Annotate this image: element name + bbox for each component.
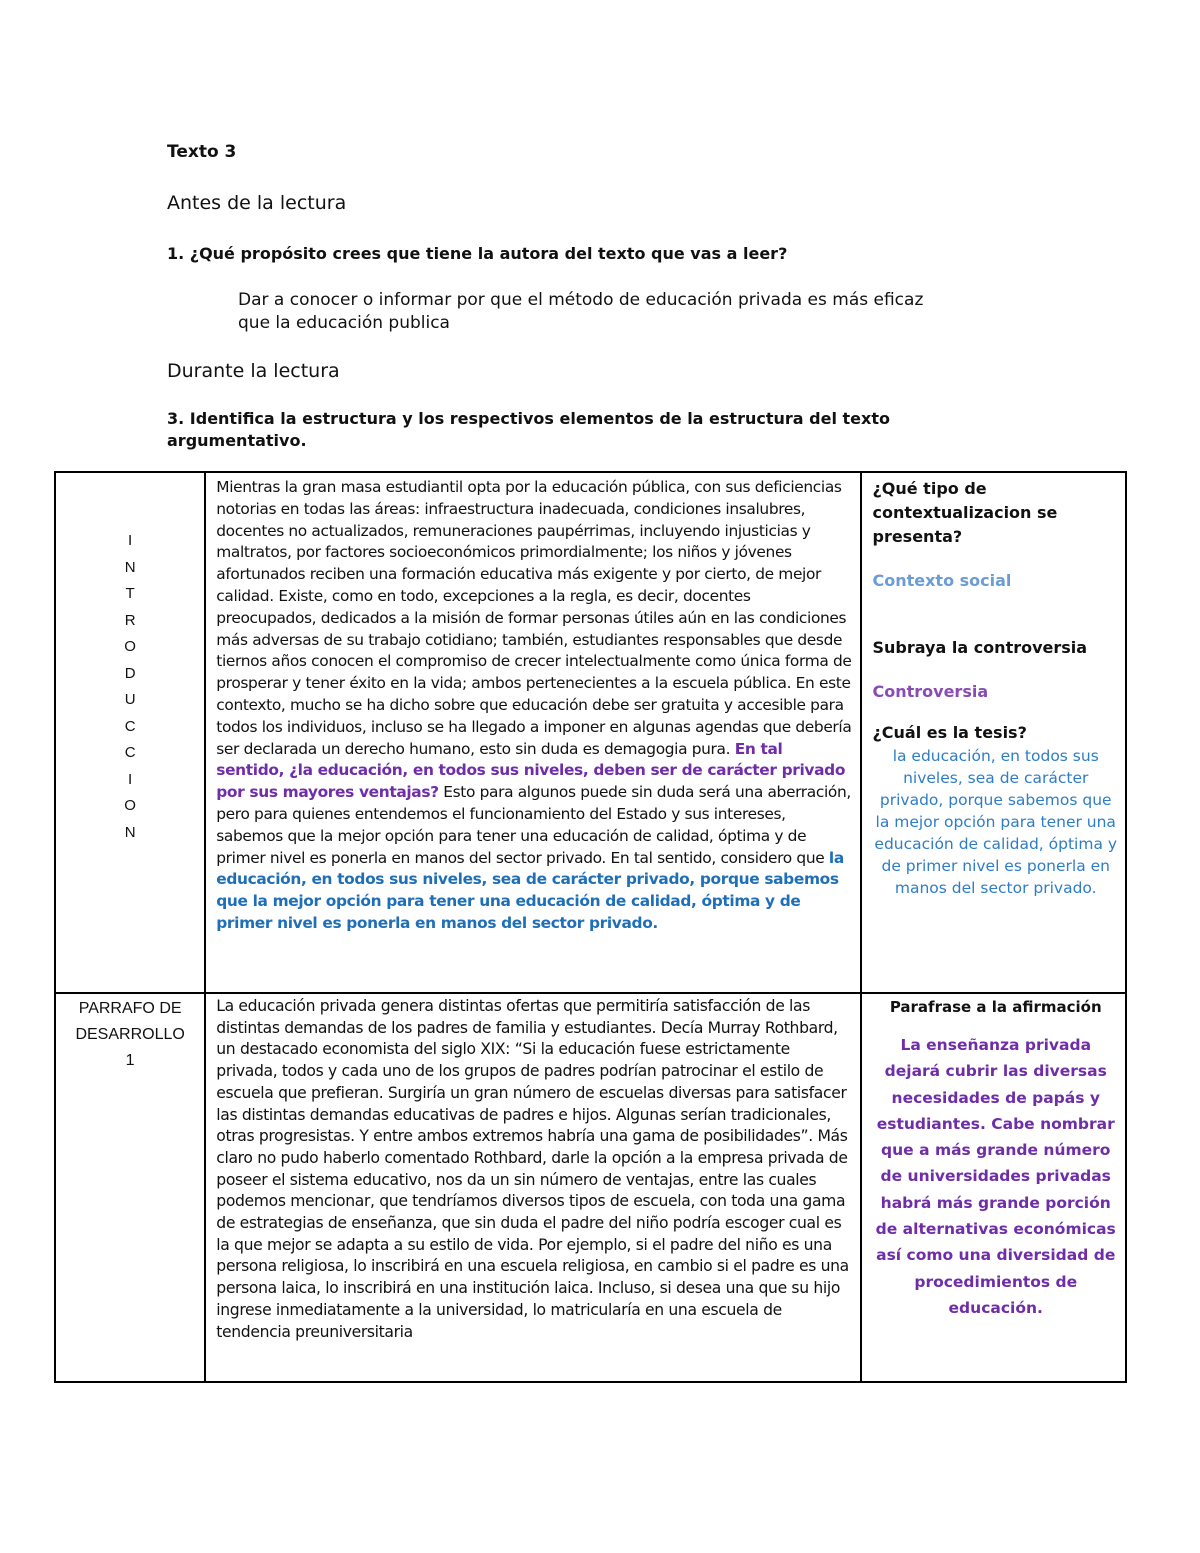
controversy-answer: Controversia [872,682,989,701]
answer-1 [238,289,1058,335]
label-letter: D [124,664,136,682]
dev1-label [56,994,204,1074]
question-3 [167,408,1067,452]
label-letter: N [124,558,136,576]
table-row-development-1 [55,993,1126,1382]
question-3-line-2: argumentativo. [167,431,307,450]
label-letter: C [124,717,136,735]
context-question: ¿Qué tipo de contextualizacion se presenta? [872,479,1058,546]
paraphrase-title: Parafrase a la afirmación [889,998,1102,1016]
dev1-side-notes [862,994,1125,1325]
intro-text-part-2: Esto para algunos puede sin duda será una aberración, pero para quienes entendemos el funcionamiento del Estado y sus intereses, sabemos que la mejor opción para tener una educación de calidad, óptima y de primer nivel es ponerla en manos del sector privado. En tal sentido, considero que [216,783,851,867]
label-letter: I [128,770,133,788]
question-3-line-1: 3. Identifica la estructura y los respectivos elementos de la estructura del texto [167,409,890,428]
dev1-label-line-1: PARRAFO DE [78,1000,182,1017]
dev1-text-cell [205,993,861,1382]
intro-paragraph [206,473,860,937]
dev1-label-cell [55,993,205,1382]
label-letter: R [124,611,136,629]
thesis-highlight: la educación, en todos sus niveles, sea de carácter privado, porque sabemos que la mejor opción para tener una educación de calidad, óptima y de primer nivel es ponerla en manos del sector privado. [216,848,844,932]
page-title: Texto 3 [167,142,237,162]
context-answer: Contexto social [872,571,1012,590]
label-letter: I [128,532,133,549]
paraphrase-text: La enseñanza privada dejará cubrir las diversas necesidades de papás y estudiantes. Cabe nombrar que a más grande número de universidades privadas habrá más grande porción de alternativas económicas así como una diversidad de procedimientos de educación. [875,1036,1116,1317]
thesis-question: ¿Cuál es la tesis? [872,723,1027,742]
dev1-label-line-3: 1 [125,1052,135,1069]
label-letter: U [124,691,136,708]
intro-side-notes [862,473,1125,903]
intro-side-cell [861,472,1126,993]
intro-label-cell [55,472,205,993]
intro-vertical-label [56,473,204,846]
label-letter: N [124,823,136,841]
section-before-reading: Antes de la lectura [167,192,347,214]
structure-table [54,471,1127,1383]
label-letter: C [124,744,136,761]
intro-text-part-1: Mientras la gran masa estudiantil opta por la educación pública, con sus deficiencias notorias en todas las áreas: infraestructura inadecuada, condiciones insalubres, docentes no actualizados, remuneraciones paupérrimas, incluyendo injusticias y maltratos, por factores socioeconómicos primordialmente; los niños y jóvenes afortunados reciben una formación educativa más exigente y por cierto, de mejor calidad. Existe, como en todo, excepciones a la regla, es decir, docentes preocupados, dedicados a la misión de formar personas útiles aún en las condiciones más adversas de su trabajo cotidiano; también, estudiantes responsables que desde tiernos años conocen el compromiso de crecer intelectualmente como única forma de prosperar y tener éxito en la vida; ambos pertenecientes a la escuela pública. En este contexto, mucho se ha dicho sobre que educación debe ser gratuita y accesible para todos los individuos, incluso se ha llegado a imponer en algunas agendas que debería ser declarada un derecho humano, esto sin duda es demagogia pura. [216,478,852,758]
table-row-introduction [55,472,1126,993]
controversy-highlight: En tal sentido, ¿la educación, en todos sus niveles, deben ser de carácter privado por sus mayores ventajas? [216,739,846,802]
label-letter: O [124,797,136,814]
label-letter: O [124,638,136,655]
section-during-reading: Durante la lectura [167,360,340,382]
label-letter: T [125,585,135,602]
thesis-answer: la educación, en todos sus niveles, sea de carácter privado, porque sabemos que la mejor opción para tener una educación de calidad, óptima y de primer nivel es ponerla en manos del sector privado. [874,747,1118,897]
controversy-question: Subraya la controversia [872,638,1088,657]
question-1: 1. ¿Qué propósito crees que tiene la autora del texto que vas a leer? [167,244,788,263]
answer-1-line-1: Dar a conocer o informar por que el método de educación privada es más eficaz [238,290,924,310]
answer-1-line-2: que la educación publica [238,313,450,333]
dev1-side-cell [861,993,1126,1382]
intro-text-cell [205,472,861,993]
dev1-paragraph: La educación privada genera distintas ofertas que permitiría satisfacción de las distintas demandas de los padres de familia y estudiantes. Decía Murray Rothbard, un destacado economista del siglo XIX: “Si la educación fuese estrictamente privada, todos y cada uno de los grupos de padres podrían patrocinar el estilo de escuela que prefieran. Surgiría un gran número de escuelas diversas para satisfacer las distintas demandas educativas de padres e hijos. Algunas serían tradicionales, otras progresistas. Y entre ambos extremos habría una gama de posibilidades”. Más claro no pudo haberlo comentado Rothbard, darle la opción a la empresa privada de poseer el sistema educativo, nos da un sin número de ventajas, entre las cuales podemos mencionar, que tendríamos diversos tipos de escuela, con toda una gama de estrategias de enseñanza, que sin duda el padre del niño podría escoger cual es la que mejor se adapta a su estilo de vida. Por ejemplo, si el padre del niño es una persona religiosa, lo inscribirá en una escuela religiosa, en cambio si el padre es una persona laica, lo inscribirá en una institución laica. Incluso, si desea una que su hijo ingrese inmediatamente a la universidad, lo matricularía en una escuela de tendencia preuniversitaria [216,997,849,1341]
dev1-label-line-2: DESARROLLO [75,1026,185,1043]
